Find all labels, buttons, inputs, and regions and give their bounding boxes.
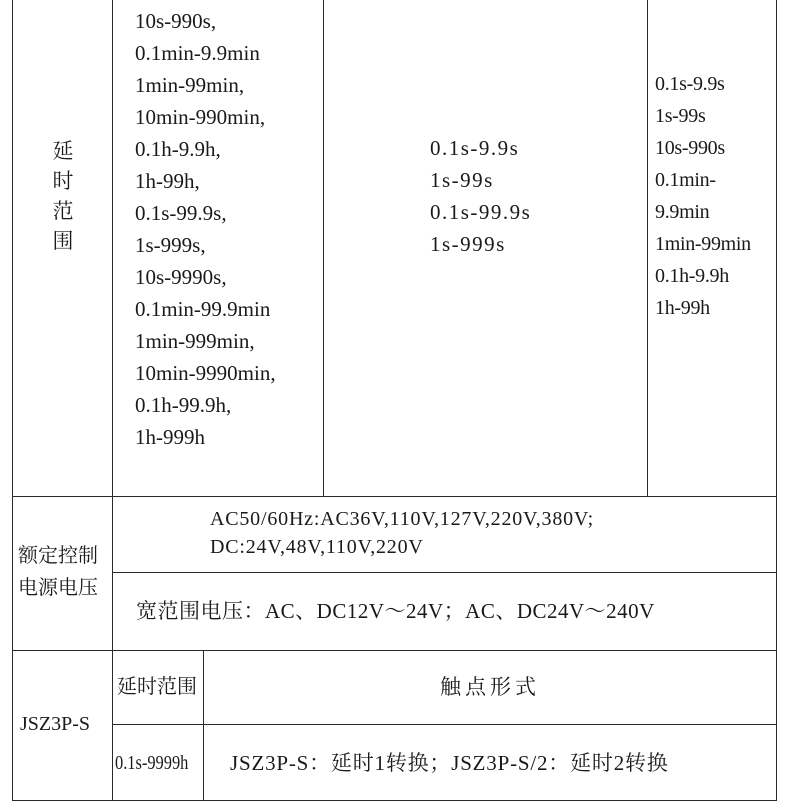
row-divider-voltage-model	[12, 650, 777, 651]
range-item: 0.1h-9.9h	[655, 265, 729, 287]
model-range-value	[115, 749, 204, 777]
range-item: 0.1h-9.9h,	[135, 137, 221, 161]
range-item: 0.1s-9.9s	[655, 73, 725, 95]
delay-range-label	[48, 136, 78, 256]
model-name: JSZ3P-S	[20, 713, 91, 735]
voltage-standard	[210, 505, 594, 561]
row-divider-delay-voltage	[12, 496, 777, 497]
range-item: 0.1min-9.9min	[135, 41, 260, 65]
label-column-divider	[112, 0, 113, 800]
model-range-value-text: 0.1s-9999h	[115, 752, 189, 774]
delay-range-label-char: 时	[52, 169, 74, 193]
range-item: 1s-999s	[430, 232, 506, 256]
range-item: 10min-990min,	[135, 105, 266, 129]
range-item: 0.1s-9.9s	[430, 136, 520, 160]
range-item: 0.1s-99.9s,	[135, 201, 227, 225]
range-item: 1h-999h	[135, 425, 205, 449]
border-bottom	[12, 800, 777, 801]
range-item: 10s-990s,	[135, 9, 217, 33]
delay-range-col1	[135, 5, 276, 453]
voltage-label-line: 额定控制	[18, 545, 98, 567]
range-item: 10s-9990s,	[135, 265, 227, 289]
model-contact-value: JSZ3P-S：延时1转换；JSZ3P-S/2：延时2转换	[230, 751, 669, 775]
delay-range-col2	[430, 132, 531, 260]
border-right	[776, 0, 777, 800]
range-item: 1h-99h,	[135, 169, 200, 193]
range-item: 0.1h-99.9h,	[135, 393, 232, 417]
range-item: 0.1min-99.9min	[135, 297, 271, 321]
range-item: 1min-99min	[655, 233, 751, 255]
row-divider-voltage-inner	[112, 572, 777, 573]
range-col2-divider	[647, 0, 648, 496]
range-item: 1s-999s,	[135, 233, 206, 257]
row-divider-model-inner	[112, 724, 777, 725]
delay-range-label-char: 延	[52, 139, 74, 163]
voltage-label	[18, 540, 98, 604]
voltage-standard-line: AC50/60Hz:AC36V,110V,127V,220V,380V;	[210, 508, 595, 530]
delay-range-label-char: 围	[52, 229, 74, 253]
voltage-wide-range: 宽范围电压：AC、DC12V～24V；AC、DC24V～240V	[136, 599, 655, 623]
range-item: 10min-9990min,	[135, 361, 276, 385]
range-item: 1min-99min,	[135, 73, 245, 97]
voltage-label-line: 电源电压	[18, 577, 98, 599]
range-item: 0.1s-99.9s	[430, 200, 532, 224]
range-item: 0.1min-	[655, 169, 716, 191]
range-item: 1h-99h	[655, 297, 710, 319]
model-subheader-divider	[203, 650, 204, 800]
range-item: 1min-999min,	[135, 329, 255, 353]
range-col1-divider	[323, 0, 324, 496]
range-item: 9.9min	[655, 201, 710, 223]
border-left	[12, 0, 13, 800]
header-delay-range: 延时范围	[117, 676, 197, 698]
range-item: 1s-99s	[430, 168, 494, 192]
voltage-standard-line: DC:24V,48V,110V,220V	[210, 536, 424, 558]
delay-range-label-char: 范	[52, 199, 74, 223]
header-contact-form: 触点形式	[440, 675, 540, 699]
range-item: 1s-99s	[655, 105, 706, 127]
range-item: 10s-990s	[655, 137, 725, 159]
delay-range-col3	[655, 68, 751, 324]
